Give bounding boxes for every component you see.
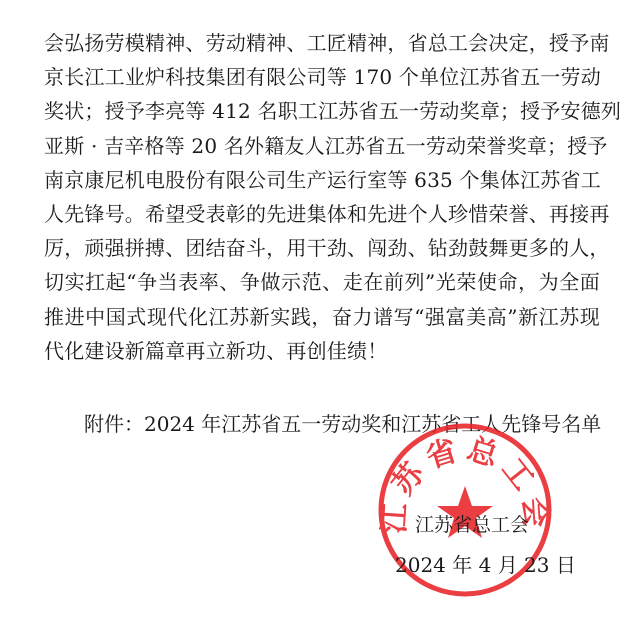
body-line: 推进中国式现代化江苏新实践，奋力谱写“强富美高”新江苏现 xyxy=(44,304,600,329)
body-line: 切实扛起“争当表率、争做示范、走在前列”光荣使命，为全面 xyxy=(44,270,600,295)
body-line: 京长江工业炉科技集团有限公司等 170 个单位江苏省五一劳动 xyxy=(44,65,601,90)
svg-text:江苏省总工会: 江苏省总工会 xyxy=(376,431,554,535)
signature-date: 2024 年 4 月 23 日 xyxy=(395,553,576,577)
attachment-note: 附件：2024 年江苏省五一劳动奖和江苏省工人先锋号名单 xyxy=(84,412,602,436)
body-line: 奖状；授予李亮等 412 名职工江苏省五一劳动奖章；授予安德列 xyxy=(44,99,622,124)
body-line: 亚斯 · 吉辛格等 20 名外籍友人江苏省五一劳动荣誉奖章；授予 xyxy=(44,133,608,158)
body-paragraph xyxy=(44,26,622,368)
body-line: 厉，顽强拼搏、团结奋斗，用干劲、闯劲、钻劲鼓舞更多的人， xyxy=(44,236,610,261)
body-line: 南京康尼机电股份有限公司生产运行室等 635 个集体江苏省工 xyxy=(44,167,601,192)
signature-block xyxy=(395,508,576,582)
body-line: 会弘扬劳模精神、劳动精神、工匠精神，省总工会决定，授予南 xyxy=(44,31,610,55)
signature-organization: 江苏省总工会 xyxy=(415,514,530,536)
body-line: 代化建设新篇章再立新功、再创佳绩！ xyxy=(44,338,388,363)
body-line: 人先锋号。希望受表彰的先进集体和先进个人珍惜荣誉、再接再 xyxy=(44,202,610,227)
